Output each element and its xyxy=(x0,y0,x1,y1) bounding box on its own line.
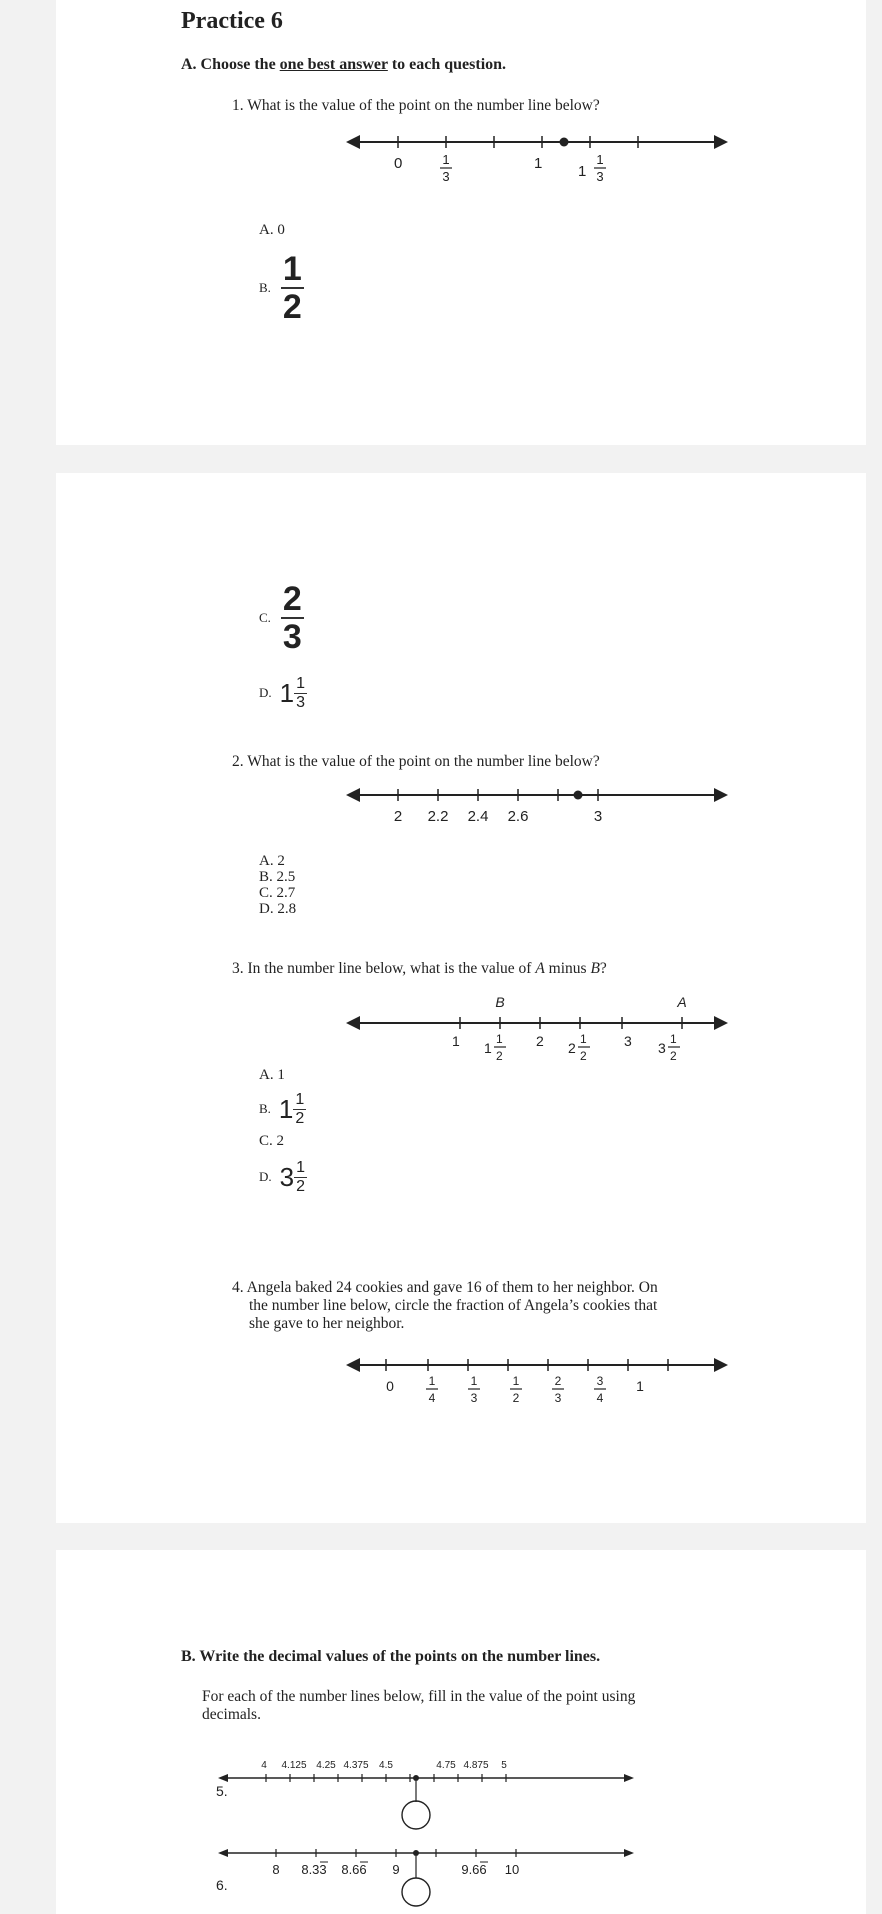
svg-text:2: 2 xyxy=(670,1049,677,1063)
q5-tick-label: 5 xyxy=(501,1760,507,1771)
q2-tick-label: 2.2 xyxy=(427,808,449,825)
q6-tick-label: 9 xyxy=(392,1862,400,1877)
section-b-heading: B. Write the decimal values of the points on the number lines. xyxy=(181,1648,601,1665)
q5-tick-label: 4.5 xyxy=(379,1760,393,1771)
q2-option-b[interactable]: B. 2.5 xyxy=(259,869,296,885)
q3-tick-label: 3 xyxy=(658,1040,666,1056)
q1-tick-label: 1 xyxy=(578,163,587,180)
q2-option-d[interactable]: D. 2.8 xyxy=(259,901,297,917)
q2-tick-label: 3 xyxy=(593,808,603,825)
q5-answer-circle xyxy=(402,1801,430,1829)
q4-number-line xyxy=(336,1353,736,1428)
svg-text:3: 3 xyxy=(596,1374,604,1388)
q1-frac-den: 3 xyxy=(596,169,604,184)
q3-tick-label: 1 xyxy=(452,1033,460,1049)
svg-text:1: 1 xyxy=(470,1374,478,1388)
q2-tick-label: 2 xyxy=(393,808,403,825)
q1-frac-den: 3 xyxy=(442,169,450,184)
q3-tick-label: 2 xyxy=(536,1033,544,1049)
svg-text:2: 2 xyxy=(554,1374,562,1388)
q1-frac-num: 1 xyxy=(442,152,450,167)
q5-tick-label: 4.25 xyxy=(316,1760,336,1771)
q1-option-d[interactable]: D. 1 $\frac{1}{3}$ xyxy=(259,674,306,711)
svg-text:4: 4 xyxy=(428,1391,436,1405)
svg-text:1: 1 xyxy=(428,1374,436,1388)
page-title: Practice 6 xyxy=(181,8,283,34)
q6-tick-label: 8.33 xyxy=(301,1862,327,1877)
q1-question: 1. What is the value of the point on the number line below? xyxy=(232,97,600,114)
q1-frac-num: 1 xyxy=(596,152,604,167)
q2-options xyxy=(259,853,296,917)
q6-tick-label: 8 xyxy=(272,1862,280,1877)
q3-number-line xyxy=(336,991,736,1071)
q1-option-b[interactable]: B. $\frac{1}{2}$ xyxy=(259,250,302,326)
svg-text:2: 2 xyxy=(496,1049,503,1063)
q2-tick-label: 2.6 xyxy=(507,808,529,825)
q5-point xyxy=(413,1775,419,1781)
q6-label: 6. xyxy=(216,1877,228,1893)
q3-tick-label: 2 xyxy=(568,1040,576,1056)
q6-tick-label: 9.66 xyxy=(461,1862,487,1877)
svg-text:1: 1 xyxy=(580,1032,587,1046)
q6-point xyxy=(413,1850,419,1856)
q2-option-a[interactable]: A. 2 xyxy=(259,853,285,869)
q1-point xyxy=(560,138,569,147)
q2-number-line xyxy=(336,783,736,833)
q3-marker-b: B xyxy=(495,994,505,1010)
q2-question: 2. What is the value of the point on the number line below? xyxy=(232,753,600,770)
q3-option-c[interactable]: C. 2 xyxy=(259,1133,285,1149)
q5-tick-label: 4.875 xyxy=(463,1760,489,1771)
q1-option-a[interactable]: A. 0 xyxy=(259,222,285,238)
q6-tick-label: 10 xyxy=(504,1862,520,1877)
svg-text:1: 1 xyxy=(670,1032,677,1046)
svg-text:1: 1 xyxy=(496,1032,503,1046)
section-a-heading: A. Choose the one best answer to each question. xyxy=(181,56,507,73)
q4-tick-label: 0 xyxy=(386,1378,394,1394)
svg-text:4: 4 xyxy=(596,1391,604,1405)
q4-tick-label: 1 xyxy=(636,1378,644,1394)
page-2 xyxy=(56,473,866,1523)
q3-option-a[interactable]: A. 1 xyxy=(259,1067,285,1083)
svg-text:2: 2 xyxy=(580,1049,587,1063)
q2-tick-label: 2.4 xyxy=(467,808,489,825)
q1-tick-label: 0 xyxy=(394,155,403,172)
q5-tick-label: 4.75 xyxy=(436,1760,456,1771)
q1-tick-label: 1 xyxy=(534,155,543,172)
q5-tick-label: 4.375 xyxy=(343,1760,369,1771)
q4-question: 4. Angela baked 24 cookies and gave 16 of them to her neighbor. On the number line below, circle the fraction of Angela’s cookies that she gave to her neighbor. xyxy=(232,1279,658,1332)
q3-question: 3. In the number line below, what is the value of A minus B? xyxy=(232,960,607,977)
svg-text:3: 3 xyxy=(470,1391,478,1405)
q6-tick-label: 8.66 xyxy=(341,1862,367,1877)
q3-marker-a: A xyxy=(677,994,687,1010)
q5-q6-number-lines xyxy=(206,1740,666,1914)
page-1 xyxy=(56,0,866,445)
svg-text:1: 1 xyxy=(512,1374,520,1388)
svg-text:3: 3 xyxy=(554,1391,562,1405)
page-3 xyxy=(56,1550,866,1914)
section-b-intro: For each of the number lines below, fill in the value of the point using decimals. xyxy=(202,1688,636,1723)
q1-option-c[interactable]: C. $\frac{2}{3}$ xyxy=(259,580,302,656)
q3-tick-label: 3 xyxy=(624,1033,632,1049)
q3-option-b[interactable]: B. 1 $\frac{1}{2}$ xyxy=(259,1090,305,1127)
svg-text:2: 2 xyxy=(512,1391,520,1405)
q3-option-d[interactable]: D. 3 $\frac{1}{2}$ xyxy=(259,1158,306,1195)
q5-tick-label: 4.125 xyxy=(281,1760,307,1771)
q2-option-c[interactable]: C. 2.7 xyxy=(259,885,296,901)
q1-number-line xyxy=(336,130,736,210)
q2-point xyxy=(574,791,583,800)
q5-tick-label: 4 xyxy=(261,1760,267,1771)
q5-label: 5. xyxy=(216,1783,228,1799)
q6-answer-circle xyxy=(402,1878,430,1906)
underlined-phrase: one best answer xyxy=(279,56,388,73)
q3-tick-label: 1 xyxy=(484,1040,492,1056)
